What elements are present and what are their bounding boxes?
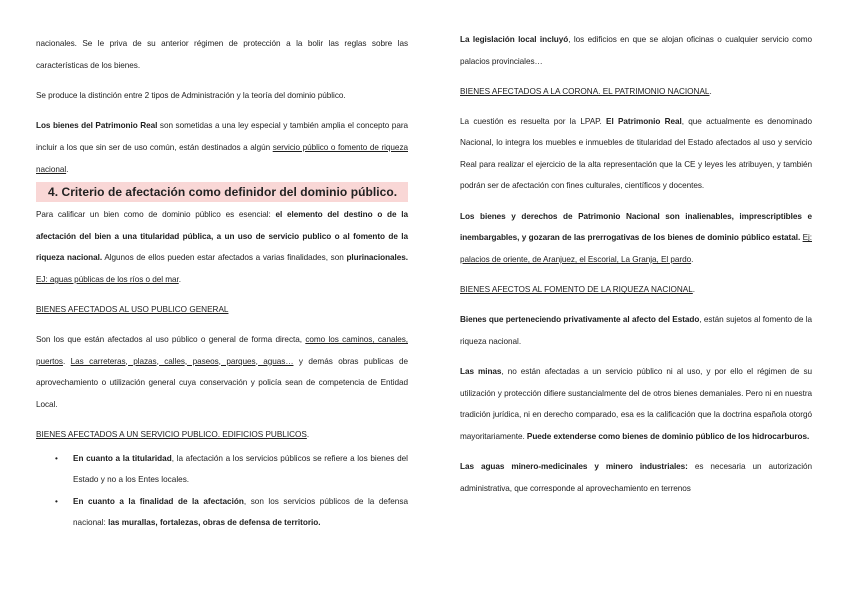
bold-text: el elemento del destino o de la afectación del bien a una titularidad pública, a un uso de servicio publico o al fomento de la riqueza nacional.	[36, 210, 408, 263]
bold-text: las murallas, fortalezas, obras de defensa de territorio.	[108, 518, 321, 528]
left-column	[36, 33, 408, 534]
text: , están sujetos al fomento de la riqueza nacional.	[460, 314, 813, 346]
text: es necesaria un autorización administrativa, que corresponde al aprovechamiento en terrenos	[460, 462, 812, 493]
text: Para calificar un bien como de dominio público es esencial:	[36, 210, 276, 220]
paragraph	[36, 204, 408, 290]
text: , son los servicios públicos de la defensa nacional:	[73, 496, 408, 528]
bullet-list	[36, 448, 408, 534]
subsection-title: BIENES AFECTADOS AL USO PUBLICO GENERAL	[36, 305, 229, 315]
text: , no están afectadas a un servicio público ni al uso, y por ello el régimen de su utilización y protección difiere sustancialmente del de otros bienes demaniales. Pero ni en nuestra tradición jurídica, ni en derecho comparado, esa es la calificación que la doctrina española otorgó mayoritariamente.	[460, 366, 812, 441]
paragraph	[460, 111, 812, 197]
bold-text: Puede extenderse como bienes de dominio público de los hidrocarburos.	[526, 431, 810, 441]
right-column	[460, 29, 812, 499]
text: y demás obras publicas de aprovechamiento o utilización general cuya conservación y policía sean de competencia de Entidad Local.	[36, 356, 408, 409]
list-item	[36, 448, 408, 491]
underlined-text: BIENES AFECTADOS A LA CORONA. EL PATRIMONIO NACIONAL	[460, 86, 710, 96]
paragraph	[460, 456, 812, 499]
underlined-text: BIENES AFECTOS AL FOMENTO DE LA RIQUEZA NACIONAL	[460, 285, 693, 295]
paragraph	[36, 33, 408, 76]
subsection-title	[460, 81, 812, 103]
bold-text: Las aguas minero-medicinales y minero industriales:	[460, 462, 688, 472]
text: La cuestión es resuelta por la LPAP.	[460, 116, 607, 126]
underlined-text: como los caminos, canales, puertos	[36, 334, 408, 366]
underlined-text: servicio público o fomento de riqueza nacional	[36, 142, 408, 174]
paragraph	[460, 206, 812, 271]
list-item	[36, 491, 408, 534]
text: nacionales. Se le priva de su anterior régimen de protección a la bolir las reglas sobre las características de los bienes.	[36, 39, 408, 70]
text: son sometidas a una ley especial y también amplia el concepto para incluir a los que sin ser de uso común, están destinados a algún	[36, 121, 408, 152]
bold-text: plurinacionales.	[346, 253, 408, 263]
underlined-text: EJ: aguas públicas de los ríos o del mar	[36, 274, 179, 284]
paragraph	[460, 29, 812, 72]
underlined-text: BIENES AFECTADOS A UN SERVICIO PUBLICO. EDIFICIOS PUBLICOS	[36, 430, 307, 440]
text: .	[306, 430, 310, 440]
bullet-icon: •	[55, 496, 58, 506]
bold-text: Los bienes y derechos de Patrimonio Nacional son inalienables, imprescriptibles e inembargables, y gozaran de las prerrogativas de los bienes de dominio público estatal.	[460, 211, 812, 243]
text: .	[62, 356, 71, 366]
text: , la afectación a los servicios públicos se refiere a los bienes del Estado y no a los Entes locales.	[73, 453, 408, 485]
bold-text: En cuanto a la titularidad	[73, 453, 172, 463]
bullet-icon: •	[55, 453, 58, 463]
section-heading: 4. Criterio de afectación como definidor del dominio público.	[36, 182, 408, 202]
text: Se produce la distinción entre 2 tipos de Administración y la teoría del dominio público.	[36, 90, 346, 100]
paragraph	[36, 115, 408, 180]
text: Son los que están afectados al uso público o general de forma directa,	[36, 334, 306, 344]
paragraph	[460, 361, 812, 447]
bold-text: La legislación local incluyó	[460, 35, 569, 44]
bold-text: Los bienes del Patrimonio Real	[36, 121, 158, 131]
text: , que actualmente es denominado Nacional, lo integra los muebles e inmuebles de titularidad del Estado afectados al uso y servicio Real para realizar el ejercicio de la alta representación que la CE y leyes les atribuyen, y también podrán ser de afectación con fines culturales, científicos y docentes.	[460, 116, 812, 191]
underlined-text: Las carreteras, plazas, calles, paseos, parques, aguas…	[70, 356, 294, 366]
paragraph	[460, 309, 812, 352]
subsection-title	[460, 279, 812, 301]
text: , los edificios en que se alojan oficinas o cualquier servicio como palacios provinciales…	[460, 35, 812, 66]
text: .	[691, 254, 694, 264]
bold-text: En cuanto a la finalidad de la afectación	[73, 496, 244, 506]
text: .	[178, 274, 181, 284]
bold-text: Bienes que perteneciendo privativamente al afecto del Estado	[460, 314, 700, 324]
text: .	[66, 164, 69, 174]
underlined-text: Ej: palacios de oriente, de Aranjuez, el Escorial, La Granja, El pardo	[460, 233, 812, 264]
paragraph	[36, 329, 408, 415]
subsection-title	[36, 424, 408, 446]
text: .	[692, 285, 696, 295]
bold-text: El Patrimonio Real	[606, 116, 682, 126]
bold-text: Las minas	[460, 366, 502, 376]
text: .	[709, 86, 712, 96]
text: Algunos de ellos pueden estar afectados a varias finalidades, son	[102, 253, 347, 263]
paragraph	[36, 85, 408, 107]
